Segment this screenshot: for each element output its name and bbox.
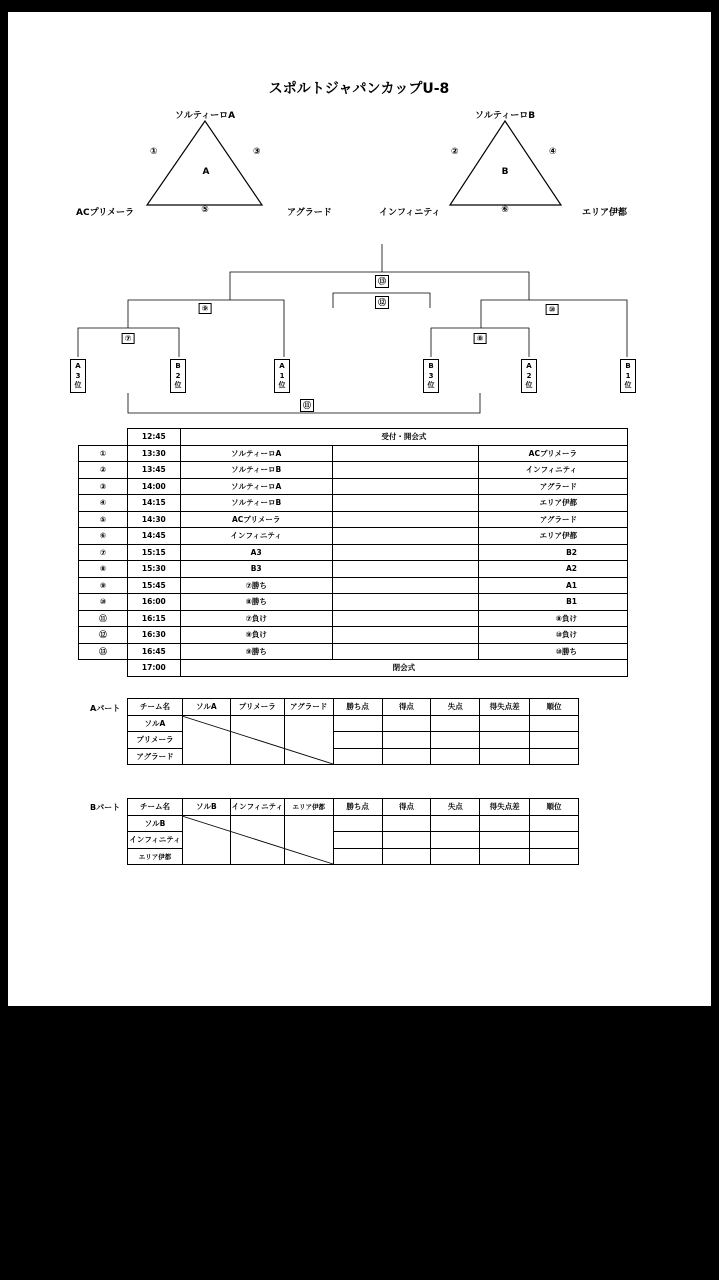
standings-cell — [530, 748, 579, 765]
group-b-match-left: ② — [451, 147, 459, 157]
standings-cell — [480, 748, 530, 765]
document-page — [8, 12, 711, 1006]
standings-cell — [333, 715, 382, 732]
opening-time: 12:45 — [127, 429, 180, 446]
schedule-row — [79, 561, 628, 578]
match-11-label: ⑪ — [300, 399, 314, 412]
standings-cell — [230, 848, 284, 865]
closing-label: 閉会式 — [180, 660, 627, 677]
standings-cell — [480, 815, 530, 832]
standings-header-cell: アグラード — [284, 699, 333, 716]
home-team: ⑧勝ち — [180, 594, 332, 611]
home-team: ソルティーロA — [180, 478, 332, 495]
rank-box-b1: B 1 位 — [620, 359, 636, 393]
schedule-row — [79, 511, 628, 528]
standings-team-name: ソルB — [128, 815, 183, 832]
away-team: ⑧負け — [479, 610, 628, 627]
match-time: 16:00 — [127, 594, 180, 611]
standings-cell — [382, 732, 431, 749]
standings-header-cell: 失点 — [431, 799, 480, 816]
standings-team-name: ソルA — [128, 715, 183, 732]
standings-cell — [480, 832, 530, 849]
bracket-diagram — [8, 12, 711, 432]
score-cell — [332, 544, 479, 561]
match-number: ⑫ — [79, 627, 128, 644]
standings-team-name: エリア伊都 — [128, 848, 183, 865]
group-b-match-right: ④ — [549, 147, 557, 157]
standings-cell — [530, 715, 579, 732]
match-time: 16:15 — [127, 610, 180, 627]
standings-cell — [382, 748, 431, 765]
schedule-row — [79, 528, 628, 545]
home-team: インフィニティ — [180, 528, 332, 545]
standings-cell — [333, 815, 382, 832]
closing-time: 17:00 — [127, 660, 180, 677]
rank-box-a1: A 1 位 — [274, 359, 290, 393]
standings-team-name: プリメーラ — [128, 732, 183, 749]
opening-label: 受付・開会式 — [180, 429, 627, 446]
group-b-triangle — [450, 121, 561, 205]
rank-box-b2: B 2 位 — [170, 359, 186, 393]
standings-cell — [230, 815, 284, 832]
standings-cell — [530, 848, 579, 865]
schedule-row — [79, 577, 628, 594]
away-team: ACプリメーラ — [479, 445, 628, 462]
score-cell — [332, 610, 479, 627]
away-team: インフィニティ — [479, 462, 628, 479]
page-title: スポルトジャパンカップU-8 — [268, 81, 450, 97]
away-team: ⑩勝ち — [479, 643, 628, 660]
standings-header-cell: チーム名 — [128, 699, 183, 716]
schedule-row — [79, 445, 628, 462]
standings-cell — [431, 832, 480, 849]
match-time: 14:30 — [127, 511, 180, 528]
standings-team-row — [128, 815, 579, 832]
home-team: ⑦負け — [180, 610, 332, 627]
standings-header-cell: 得点 — [382, 799, 431, 816]
score-cell — [332, 561, 479, 578]
schedule-table — [78, 428, 628, 677]
standings-cell — [382, 815, 431, 832]
standings-team-name: アグラード — [128, 748, 183, 765]
standings-cell — [480, 848, 530, 865]
match-number: ⑬ — [79, 643, 128, 660]
standings-header-cell: エリア伊都 — [284, 799, 333, 816]
match-time: 15:15 — [127, 544, 180, 561]
standings-cell — [431, 715, 480, 732]
standings-b-table — [127, 798, 579, 865]
home-team: B3 — [180, 561, 332, 578]
schedule-row — [79, 462, 628, 479]
match-time: 13:30 — [127, 445, 180, 462]
standings-cell — [382, 848, 431, 865]
away-team: A1 — [479, 577, 628, 594]
away-team: アグラード — [479, 511, 628, 528]
standings-cell — [284, 732, 333, 749]
match-time: 14:15 — [127, 495, 180, 512]
standings-cell — [182, 732, 230, 749]
standings-cell — [530, 832, 579, 849]
standings-cell — [182, 715, 230, 732]
standings-header-cell: チーム名 — [128, 799, 183, 816]
schedule-closing-row — [79, 660, 628, 677]
score-cell — [332, 643, 479, 660]
standings-cell — [230, 748, 284, 765]
standings-cell — [182, 815, 230, 832]
standings-header-cell: 勝ち点 — [333, 699, 382, 716]
away-team: エリア伊都 — [479, 528, 628, 545]
score-cell — [332, 462, 479, 479]
score-cell — [332, 478, 479, 495]
score-cell — [332, 445, 479, 462]
match-time: 15:45 — [127, 577, 180, 594]
schedule-row — [79, 495, 628, 512]
group-a-match-left: ① — [150, 147, 158, 157]
away-team: ⑩負け — [479, 627, 628, 644]
home-team: ソルティーロB — [180, 462, 332, 479]
standings-cell — [382, 832, 431, 849]
standings-header-cell: 失点 — [431, 699, 480, 716]
standings-cell — [230, 732, 284, 749]
group-a-right-team: アグラード — [287, 208, 332, 218]
rank-box-b3: B 3 位 — [423, 359, 439, 393]
match-time: 14:00 — [127, 478, 180, 495]
standings-header-cell: 得失点差 — [480, 699, 530, 716]
match-time: 13:45 — [127, 462, 180, 479]
schedule-opening-row — [79, 429, 628, 446]
standings-header-cell: ソルB — [182, 799, 230, 816]
group-a-top-team: ソルティーロA — [174, 111, 236, 121]
group-b-right-team: エリア伊都 — [582, 208, 628, 218]
standings-cell — [230, 832, 284, 849]
standings-header-row — [128, 699, 579, 716]
match-9-label: ⑨ — [199, 303, 212, 314]
match-12-label: ⑫ — [375, 296, 389, 309]
home-team: ⑦勝ち — [180, 577, 332, 594]
score-cell — [332, 594, 479, 611]
standings-header-row — [128, 799, 579, 816]
standings-cell — [284, 832, 333, 849]
standings-cell — [284, 748, 333, 765]
match-number: ② — [79, 462, 128, 479]
match-number: ① — [79, 445, 128, 462]
standings-cell — [333, 848, 382, 865]
match-number: ⑦ — [79, 544, 128, 561]
standings-cell — [480, 732, 530, 749]
match-number: ⑤ — [79, 511, 128, 528]
schedule-row — [79, 627, 628, 644]
group-b-match-bottom: ⑥ — [501, 205, 509, 215]
group-a-match-right: ③ — [253, 147, 261, 157]
score-cell — [332, 528, 479, 545]
home-team: ソルティーロA — [180, 445, 332, 462]
home-team: ACプリメーラ — [180, 511, 332, 528]
standings-cell — [182, 848, 230, 865]
away-team: B1 — [479, 594, 628, 611]
home-team: ソルティーロB — [180, 495, 332, 512]
away-team: エリア伊都 — [479, 495, 628, 512]
standings-team-row — [128, 832, 579, 849]
standings-cell — [333, 832, 382, 849]
away-team: B2 — [479, 544, 628, 561]
standings-cell — [530, 732, 579, 749]
home-team: ⑨勝ち — [180, 643, 332, 660]
standings-cell — [480, 715, 530, 732]
standings-cell — [230, 715, 284, 732]
match-time: 16:30 — [127, 627, 180, 644]
group-a-left-team: ACプリメーラ — [76, 208, 135, 218]
away-team: A2 — [479, 561, 628, 578]
standings-header-cell: プリメーラ — [230, 699, 284, 716]
schedule-row — [79, 610, 628, 627]
match-number: ⑧ — [79, 561, 128, 578]
match-7-label: ⑦ — [122, 333, 135, 344]
part-a-label: Aパート — [90, 704, 121, 713]
match-13-label: ⑬ — [375, 275, 389, 288]
standings-team-row — [128, 715, 579, 732]
bracket-lines — [78, 244, 627, 413]
standings-header-cell: インフィニティ — [230, 799, 284, 816]
group-a-match-bottom: ⑤ — [201, 205, 209, 215]
rank-box-a3: A 3 位 — [70, 359, 86, 393]
standings-team-row — [128, 748, 579, 765]
match-number: ③ — [79, 478, 128, 495]
group-a-triangle — [147, 121, 262, 205]
standings-cell — [333, 748, 382, 765]
match-10-label: ⑩ — [546, 304, 559, 315]
schedule-row — [79, 594, 628, 611]
match-time: 14:45 — [127, 528, 180, 545]
schedule-row — [79, 544, 628, 561]
match-number: ⑪ — [79, 610, 128, 627]
score-cell — [332, 577, 479, 594]
standings-header-cell: 得点 — [382, 699, 431, 716]
part-b-label: Bパート — [90, 803, 121, 812]
group-a-center-label: A — [202, 167, 210, 177]
schedule-row — [79, 643, 628, 660]
group-b-center-label: B — [501, 167, 509, 177]
standings-header-cell: 順位 — [530, 799, 579, 816]
standings-cell — [530, 815, 579, 832]
standings-cell — [333, 732, 382, 749]
standings-a-table — [127, 698, 579, 765]
home-team: ⑨負け — [180, 627, 332, 644]
score-cell — [332, 627, 479, 644]
standings-cell — [431, 748, 480, 765]
score-cell — [332, 495, 479, 512]
rank-box-a2: A 2 位 — [521, 359, 537, 393]
schedule-row — [79, 478, 628, 495]
standings-header-cell: 勝ち点 — [333, 799, 382, 816]
match-number: ⑨ — [79, 577, 128, 594]
group-b-left-team: インフィニティ — [379, 208, 441, 218]
standings-header-cell: 得失点差 — [480, 799, 530, 816]
standings-team-name: インフィニティ — [128, 832, 183, 849]
standings-cell — [284, 715, 333, 732]
standings-cell — [182, 748, 230, 765]
standings-cell — [382, 715, 431, 732]
standings-cell — [284, 815, 333, 832]
standings-header-cell: ソルA — [182, 699, 230, 716]
match-8-label: ⑧ — [474, 333, 487, 344]
standings-cell — [284, 848, 333, 865]
away-team: アグラード — [479, 478, 628, 495]
match-number: ⑩ — [79, 594, 128, 611]
standings-team-row — [128, 848, 579, 865]
standings-cell — [431, 732, 480, 749]
home-team: A3 — [180, 544, 332, 561]
match-number: ⑥ — [79, 528, 128, 545]
match-time: 16:45 — [127, 643, 180, 660]
standings-team-row — [128, 732, 579, 749]
group-b-top-team: ソルティーロB — [474, 111, 536, 121]
standings-header-cell: 順位 — [530, 699, 579, 716]
match-number: ④ — [79, 495, 128, 512]
standings-cell — [431, 848, 480, 865]
match-time: 15:30 — [127, 561, 180, 578]
score-cell — [332, 511, 479, 528]
standings-cell — [431, 815, 480, 832]
standings-cell — [182, 832, 230, 849]
